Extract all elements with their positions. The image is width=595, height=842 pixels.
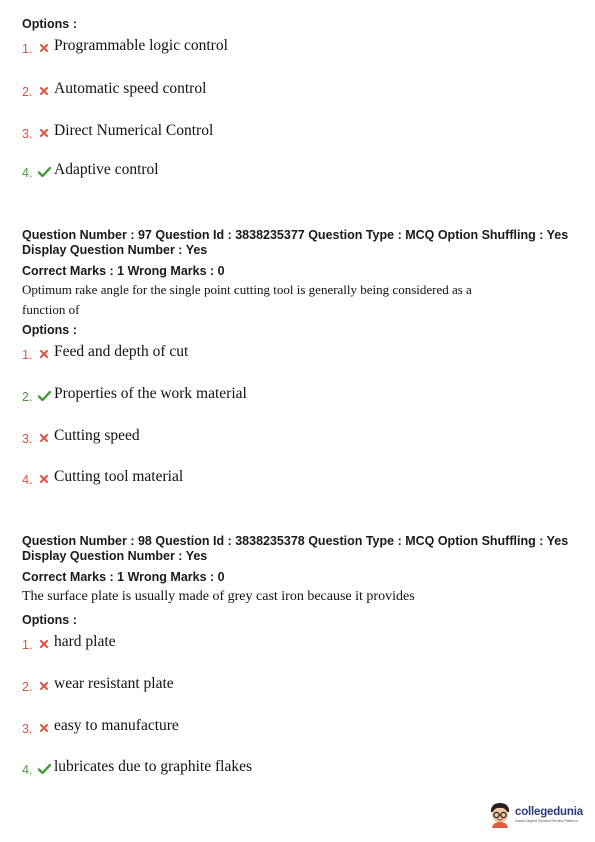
option-number: 2. bbox=[22, 85, 33, 99]
question-header bbox=[22, 228, 582, 258]
check-icon bbox=[37, 165, 51, 179]
option-text: easy to manufacture bbox=[54, 717, 179, 734]
option-text: Cutting tool material bbox=[54, 468, 184, 485]
option-row[interactable] bbox=[22, 77, 206, 99]
option-text: Cutting speed bbox=[54, 427, 140, 444]
option-number: 3. bbox=[22, 127, 33, 141]
option-number: 4. bbox=[22, 473, 33, 487]
option-row[interactable] bbox=[22, 465, 183, 487]
option-row[interactable] bbox=[22, 340, 188, 362]
question-header bbox=[22, 534, 582, 564]
question-meta-line: Display Question Number : Yes bbox=[22, 243, 208, 257]
option-number: 1. bbox=[22, 638, 33, 652]
marks-line: Correct Marks : 1 Wrong Marks : 0 bbox=[22, 570, 225, 584]
option-number: 1. bbox=[22, 348, 33, 362]
option-number: 2. bbox=[22, 680, 33, 694]
question-meta-line: Question Number : 98 Question Id : 3838235378 Question Type : MCQ Option Shuffling : Yes bbox=[22, 534, 569, 548]
cross-icon bbox=[37, 41, 51, 55]
cross-icon bbox=[37, 126, 51, 140]
logo-tagline: India's largest Student Review Platform bbox=[515, 819, 578, 823]
option-text: hard plate bbox=[54, 633, 116, 650]
question-text-line: function of bbox=[22, 302, 80, 317]
option-row[interactable] bbox=[22, 630, 116, 652]
mascot-icon bbox=[488, 801, 512, 829]
check-icon bbox=[37, 762, 51, 776]
option-row[interactable] bbox=[22, 34, 228, 56]
option-row[interactable] bbox=[22, 424, 140, 446]
question-meta-line: Question Number : 97 Question Id : 3838235377 Question Type : MCQ Option Shuffling : Yes bbox=[22, 228, 569, 242]
option-text: Adaptive control bbox=[54, 161, 159, 178]
option-text: Programmable logic control bbox=[54, 37, 228, 54]
cross-icon bbox=[37, 472, 51, 486]
options-label: Options : bbox=[22, 613, 77, 627]
cross-icon bbox=[37, 347, 51, 361]
option-text: Properties of the work material bbox=[54, 385, 247, 402]
cross-icon bbox=[37, 84, 51, 98]
option-text: Automatic speed control bbox=[54, 80, 207, 97]
option-row[interactable] bbox=[22, 714, 179, 736]
question-text bbox=[22, 280, 582, 320]
marks-line: Correct Marks : 1 Wrong Marks : 0 bbox=[22, 264, 225, 278]
option-number: 3. bbox=[22, 432, 33, 446]
option-number: 4. bbox=[22, 763, 33, 777]
check-icon bbox=[37, 389, 51, 403]
option-text: wear resistant plate bbox=[54, 675, 174, 692]
option-number: 2. bbox=[22, 390, 33, 404]
option-text: lubricates due to graphite flakes bbox=[54, 758, 252, 775]
options-label: Options : bbox=[22, 17, 77, 31]
question-text-line: Optimum rake angle for the single point cutting tool is generally being considered as a bbox=[22, 282, 472, 297]
option-row[interactable] bbox=[22, 672, 174, 694]
options-label: Options : bbox=[22, 323, 77, 337]
cross-icon bbox=[37, 637, 51, 651]
option-number: 1. bbox=[22, 42, 33, 56]
option-row[interactable] bbox=[22, 382, 247, 404]
logo-name: collegedunia bbox=[515, 806, 583, 818]
cross-icon bbox=[37, 721, 51, 735]
option-row[interactable] bbox=[22, 755, 252, 777]
option-number: 4. bbox=[22, 166, 33, 180]
cross-icon bbox=[37, 431, 51, 445]
option-text: Direct Numerical Control bbox=[54, 122, 214, 139]
cross-icon bbox=[37, 679, 51, 693]
option-number: 3. bbox=[22, 722, 33, 736]
option-row[interactable] bbox=[22, 119, 213, 141]
option-text: Feed and depth of cut bbox=[54, 343, 189, 360]
question-text: The surface plate is usually made of grey cast iron because it provides bbox=[22, 589, 415, 604]
collegedunia-logo[interactable] bbox=[488, 798, 588, 832]
question-meta-line: Display Question Number : Yes bbox=[22, 549, 208, 563]
option-row[interactable] bbox=[22, 158, 159, 180]
